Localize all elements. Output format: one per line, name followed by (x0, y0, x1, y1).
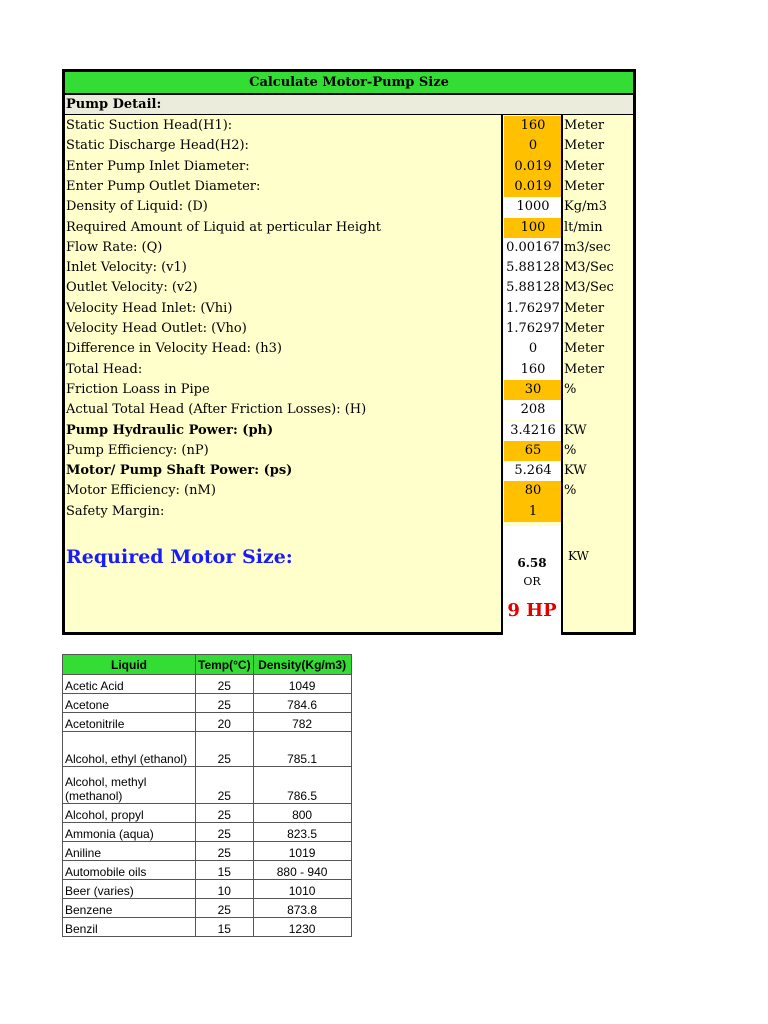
parameter-label: Motor Efficiency: (nM) (66, 483, 216, 499)
density-cell: 786.5 (253, 767, 351, 804)
temp-cell: 25 (196, 767, 254, 804)
parameter-unit: Kg/m3 (564, 199, 608, 215)
table-row (63, 861, 352, 880)
density-cell: 880 - 940 (253, 861, 351, 880)
parameter-label: Static Suction Head(H1): (66, 118, 233, 133)
parameter-computed-value: 5.88128 (504, 278, 562, 298)
parameter-row (65, 258, 633, 278)
parameter-label: Static Discharge Head(H2): (66, 138, 249, 154)
liquid-name-cell: Acetonitrile (63, 713, 196, 732)
parameter-input-value[interactable]: 0 (504, 136, 562, 156)
temp-cell: 25 (196, 675, 254, 694)
parameter-label: Density of Liquid: (D) (66, 199, 208, 215)
temp-cell: 15 (196, 918, 254, 937)
parameter-input-value[interactable]: 0.019 (504, 157, 562, 177)
required-motor-kw-value: 6.58 (517, 556, 547, 570)
parameter-label: Motor/ Pump Shaft Power: (ps) (66, 463, 293, 479)
liquid-name-cell: Alcohol, propyl (63, 804, 196, 823)
header-temp: Temp(°C) (196, 655, 254, 675)
parameter-label: Outlet Velocity: (v2) (66, 280, 198, 296)
parameter-unit: KW (564, 463, 587, 479)
parameter-row (65, 116, 633, 136)
required-motor-hp-value: 9 HP (507, 600, 557, 621)
parameter-row (65, 218, 633, 238)
table-row (63, 899, 352, 918)
liquid-name-cell: Acetic Acid (63, 675, 196, 694)
liquid-name-cell: Aniline (63, 842, 196, 861)
table-row (63, 842, 352, 861)
parameter-computed-value: 1000 (504, 197, 562, 217)
parameter-input-value[interactable]: 80 (504, 481, 562, 501)
liquid-name-cell: Alcohol, methyl (methanol) (63, 767, 196, 804)
parameter-row (65, 380, 633, 400)
parameter-label: Enter Pump Inlet Diameter: (66, 158, 250, 174)
required-motor-size-label: Required Motor Size: (66, 546, 293, 568)
parameter-row (65, 177, 633, 197)
parameter-computed-value: 208 (504, 400, 562, 420)
liquid-name-cell: Beer (varies) (63, 880, 196, 899)
parameter-input-value[interactable]: 65 (504, 441, 562, 461)
parameter-row (65, 136, 633, 156)
parameter-label: Friction Loass in Pipe (66, 381, 210, 397)
parameter-label: Pump Efficiency: (nP) (66, 442, 209, 458)
temp-cell: 25 (196, 842, 254, 861)
table-row (63, 823, 352, 842)
temp-cell: 10 (196, 880, 254, 899)
density-cell: 1049 (253, 675, 351, 694)
temp-cell: 15 (196, 861, 254, 880)
density-cell: 800 (253, 804, 351, 823)
section-pump-detail: Pump Detail: (65, 95, 633, 115)
temp-cell: 25 (196, 899, 254, 918)
column-divider (561, 115, 563, 635)
parameter-row (65, 319, 633, 339)
density-cell: 782 (253, 713, 351, 732)
parameter-computed-value: 0 (504, 339, 562, 359)
density-cell: 1010 (253, 880, 351, 899)
parameter-row (65, 339, 633, 359)
table-header-row (63, 655, 352, 675)
parameter-unit: Meter (564, 300, 605, 316)
density-cell: 785.1 (253, 732, 351, 767)
parameter-unit: Meter (564, 138, 605, 154)
parameter-label: Required Amount of Liquid at perticular Height (66, 219, 381, 235)
parameter-row (65, 502, 633, 522)
parameter-label: Total Head: (66, 361, 143, 377)
liquid-name-cell: Benzene (63, 899, 196, 918)
parameter-row (65, 197, 633, 217)
parameter-row (65, 157, 633, 177)
liquid-name-cell: Automobile oils (63, 861, 196, 880)
header-liquid: Liquid (63, 655, 196, 675)
parameter-computed-value: 0.00167 (504, 238, 562, 258)
temp-cell: 25 (196, 823, 254, 842)
parameter-label: Actual Total Head (After Friction Losses): (H) (66, 402, 367, 418)
parameter-input-value[interactable]: 160 (504, 116, 562, 136)
parameter-row (65, 441, 633, 461)
parameter-computed-value: 160 (504, 360, 562, 380)
parameter-unit: Meter (564, 361, 605, 377)
liquid-name-cell: Benzil (63, 918, 196, 937)
parameter-unit: M3/Sec (564, 260, 614, 276)
parameter-label: Inlet Velocity: (v1) (66, 260, 187, 276)
density-cell: 873.8 (253, 899, 351, 918)
temp-cell: 25 (196, 694, 254, 713)
parameter-unit: KW (564, 422, 587, 438)
table-row (63, 732, 352, 767)
parameter-unit: Meter (564, 158, 605, 174)
parameter-row (65, 400, 633, 420)
table-row (63, 675, 352, 694)
density-cell: 823.5 (253, 823, 351, 842)
parameter-computed-value: 5.88128 (504, 258, 562, 278)
table-row (63, 694, 352, 713)
parameter-computed-value: 1.76297 (504, 319, 562, 339)
parameter-computed-value: 5.264 (504, 461, 562, 481)
parameter-unit: Meter (564, 341, 605, 357)
parameter-row (65, 481, 633, 501)
parameter-row (65, 421, 633, 441)
required-motor-unit: KW (568, 549, 589, 563)
parameter-row (65, 299, 633, 319)
density-cell: 1019 (253, 842, 351, 861)
parameter-input-value[interactable]: 0.019 (504, 177, 562, 197)
table-row (63, 804, 352, 823)
parameter-label: Enter Pump Outlet Diameter: (66, 178, 261, 194)
parameter-computed-value: 1.76297 (504, 299, 562, 319)
parameter-unit: Meter (564, 118, 605, 133)
parameter-label: Flow Rate: (Q) (66, 239, 163, 255)
parameter-input-value[interactable]: 100 (504, 218, 562, 238)
parameter-unit: % (564, 442, 577, 458)
liquid-name-cell: Ammonia (aqua) (63, 823, 196, 842)
parameter-unit: m3/sec (564, 239, 611, 255)
parameter-row (65, 461, 633, 481)
parameter-unit: Meter (564, 178, 605, 194)
table-row (63, 767, 352, 804)
parameter-input-value[interactable]: 1 (504, 502, 562, 522)
parameter-unit: % (564, 483, 577, 499)
motor-pump-calculator (62, 69, 636, 635)
or-text: OR (523, 575, 541, 588)
header-density: Density(Kg/m3) (253, 655, 351, 675)
table-row (63, 918, 352, 937)
table-row (63, 713, 352, 732)
parameter-label: Difference in Velocity Head: (h3) (66, 341, 282, 357)
density-cell: 784.6 (253, 694, 351, 713)
parameter-input-value[interactable]: 30 (504, 380, 562, 400)
temp-cell: 20 (196, 713, 254, 732)
parameter-label: Velocity Head Inlet: (Vhi) (66, 300, 233, 316)
liquid-name-cell: Alcohol, ethyl (ethanol) (63, 732, 196, 767)
parameter-row (65, 238, 633, 258)
parameter-row (65, 278, 633, 298)
parameter-unit: lt/min (564, 219, 603, 235)
parameter-label: Velocity Head Outlet: (Vho) (66, 321, 247, 336)
parameter-computed-value: 3.4216 (504, 421, 562, 441)
parameter-label: Pump Hydraulic Power: (ph) (66, 422, 274, 438)
temp-cell: 25 (196, 732, 254, 767)
liquid-density-table (62, 654, 352, 937)
parameter-label: Safety Margin: (66, 503, 165, 519)
temp-cell: 25 (196, 804, 254, 823)
parameter-unit: M3/Sec (564, 280, 614, 296)
liquid-name-cell: Acetone (63, 694, 196, 713)
parameter-row (65, 360, 633, 380)
parameter-unit: % (564, 381, 577, 397)
density-cell: 1230 (253, 918, 351, 937)
parameter-unit: Meter (564, 321, 605, 336)
calculator-title: Calculate Motor-Pump Size (65, 72, 633, 95)
table-row (63, 880, 352, 899)
